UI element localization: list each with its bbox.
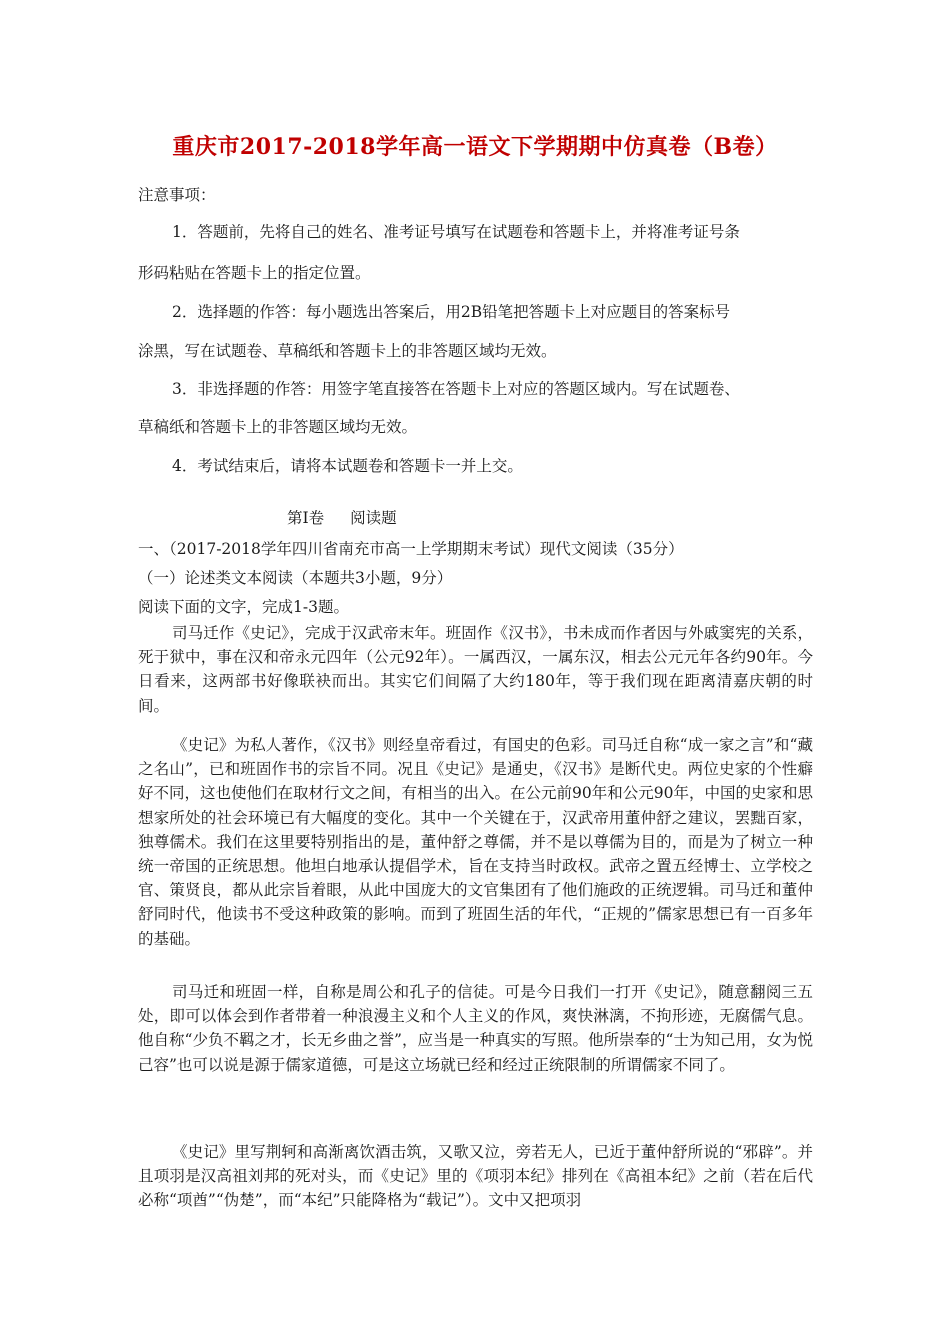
notice-item-2-line-2: 涂黑，写在试题卷、草稿纸和答题卡上的非答题区域均无效。 xyxy=(138,342,557,360)
section-volume: 第Ⅰ卷 xyxy=(287,509,325,527)
document-title: 重庆市2017-2018学年高一语文下学期期中仿真卷（B卷） xyxy=(172,134,778,160)
passage-paragraph-3: 司马迁和班固一样，自称是周公和孔子的信徒。可是今日我们一打开《史记》，随意翻阅三五处，即可以体会到作者带着一种浪漫主义和个人主义的作风，爽快淋漓，不拘形迹，无腐儒气息。他自称“少负不羁之才，长无乡曲之誉”，应当是一种真实的写照。他所崇奉的“士为知己用，女为悦己容”也可以说是源于儒家道德，可是这立场就已经和经过正统限制的所谓儒家不同了。 xyxy=(138,983,813,1074)
passage-paragraph-4: 《史记》里写荆轲和高渐离饮酒击筑，又歌又泣，旁若无人，已近于董仲舒所说的“邪辟”。并且项羽是汉高祖刘邦的死对头，而《史记》里的《项羽本纪》排列在《高祖本纪》之前（若在后代必称“项酋”“伪楚”，而“本纪”只能降格为“载记”）。文中又把项羽 xyxy=(138,1143,813,1210)
section-name: 阅读题 xyxy=(350,509,397,527)
notice-label: 注意事项： xyxy=(138,186,216,204)
notice-item-3-line-1: 3．非选择题的作答：用签字笔直接答在答题卡上对应的答题区域内。写在试题卷、 xyxy=(172,380,740,398)
section-heading xyxy=(287,506,397,528)
notice-item-1-line-1: 1．答题前，先将自己的姓名、准考证号填写在试题卷和答题卡上，并将准考证号条 xyxy=(172,223,740,241)
question-heading: 一、（2017-2018学年四川省南充市高一上学期期末考试）现代文阅读（35分） xyxy=(138,540,684,558)
passage-paragraph-1: 司马迁作《史记》，完成于汉武帝末年。班固作《汉书》，书未成而作者因与外戚窦宪的关系，死于狱中，事在汉和帝永元四年（公元92年）。一属西汉，一属东汉，相去公元元年各约90年。今日看来，这两部书好像联袂而出。其实它们间隔了大约180年，等于我们现在距离清嘉庆朝的时间。 xyxy=(138,624,813,715)
notice-item-4: 4．考试结束后，请将本试题卷和答题卡一并上交。 xyxy=(172,457,523,475)
question-instruction: 阅读下面的文字，完成1-3题。 xyxy=(138,598,349,616)
notice-item-3-line-2: 草稿纸和答题卡上的非答题区域均无效。 xyxy=(138,418,418,436)
passage-paragraph-2: 《史记》为私人著作，《汉书》则经皇帝看过，有国史的色彩。司马迁自称“成一家之言”和“藏之名山”，已和班固作书的宗旨不同。况且《史记》是通史，《汉书》是断代史。两位史家的个性癖好不同，这也使他们在取材行文之间，有相当的出入。在公元前90年和公元90年，中国的史家和思想家所处的社会环境已有大幅度的变化。其中一个关键在于，汉武帝用董仲舒之建议，罢黜百家，独尊儒术。我们在这里要特别指出的是，董仲舒之尊儒，并不是以尊儒为目的，而是为了树立一种统一帝国的正统思想。他坦白地承认提倡学术，旨在支持当时政权。武帝之置五经博士、立学校之官、策贤良，都从此宗旨着眼，从此中国庞大的文官集团有了他们施政的正统逻辑。司马迁和董仲舒同时代，他读书不受这种政策的影响。而到了班固生活的年代，“正规的”儒家思想已有一百多年的基础。 xyxy=(138,736,813,948)
notice-item-2-line-1: 2．选择题的作答：每小题选出答案后，用2B铅笔把答题卡上对应题目的答案标号 xyxy=(172,303,731,321)
notice-item-1-line-2: 形码粘贴在答题卡上的指定位置。 xyxy=(138,264,371,282)
question-subheading: （一）论述类文本阅读（本题共3小题，9分） xyxy=(138,569,453,587)
